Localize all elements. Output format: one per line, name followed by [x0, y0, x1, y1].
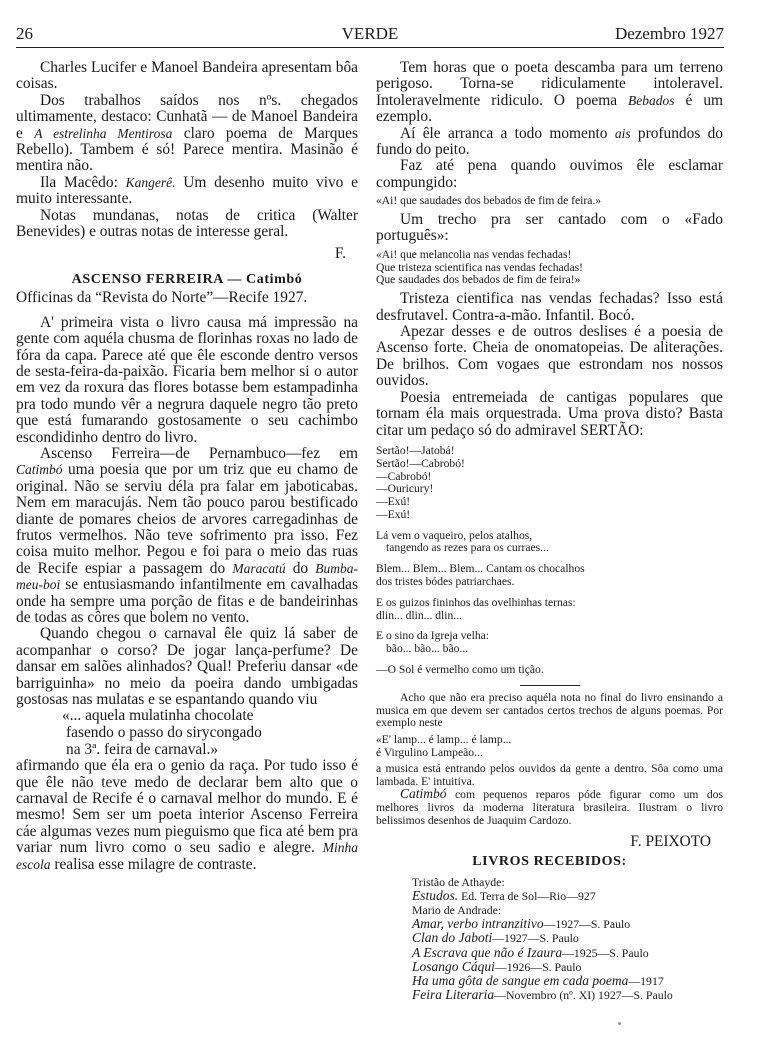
review-title: ASCENSO FERREIRA — Catimbó	[71, 271, 303, 287]
review-publisher: Officinas da “Revista do Norte”—Recife 1927.	[16, 289, 308, 307]
paragraph: A' primeira vista o livro causa má impressão na gente com aquéla chusma de florinhas roxas no lado de fóra da capa. Parece até que êle esconde dentro versos de sesta-feira-da-paixão. Ficaria bem melhor si o autor em vez da roxura das flores botasse bem estampadinha pra todo mundo vêr a negrura daquele negro tão preto que está fumarando gostosamente o seu cachimbo escondidinho dentro do livro.	[16, 313, 358, 446]
paragraph: Tristeza cientifica nas vendas fechadas? Isso está desfrutavel. Contra-a-mão. Infantil. Bocó.	[376, 290, 723, 324]
paragraph: Quando chegou o carnaval êle quiz lá saber de acompanhar o corso? De jogar lança-perfume? De dansar em salões alinhados? Qual! Preferiu dansar «de barriguinha» no meio da poeira dando umbigadas gostosas nas mulatas e se espantando quando viu	[16, 625, 358, 709]
paragraph: Ascenso Ferreira—de Pernambuco—fez em Catimbó uma poesia que por um triz que eu chamo de original. Não se serviu déla pra falar em jaboticabas. Nem em maracujás. Nem tão pouco parou bestificado diante de pomares cheios de arvores carregadinhas de frutos vermelhos. Não teve sofrimento pra isso. Fez coisa muito melhor. Pegou e foi para o meio das ruas de Recife espiar a passagem do Maracatú do Bumba-meu-boi se entusiasmando infantilmente em cavalhadas onde ha sempre uma porção de fitas e de bandeirinhas de todas as côres que bolem no vento.	[16, 444, 358, 626]
list-item: Ha uma gôta de sangue em cada poema—1917	[412, 973, 664, 989]
paragraph: Notas mundanas, notas de critica (Walter Benevides) e outras notas de interesse geral.	[16, 206, 358, 241]
list-item: Feira Literaria—Novembro (nº. XI) 1927—S. Paulo	[412, 987, 673, 1003]
print-speck	[618, 1022, 621, 1025]
signature: F. PEIXOTO	[630, 832, 711, 850]
paragraph: Um trecho pra ser cantado com o «Fado português»:	[376, 211, 723, 245]
books-received-list	[412, 875, 723, 1003]
paragraph: afirmando que éla era o genio da raça. Por tudo isso é que êle não teve medo de declarar bem alto que o carnaval de Recife é o carnaval melhor do mundo. E é mesmo! Sem ser um poeta interior Ascenso Ferreira cáe algumas vezes num pieguismo que fica até bem pra variar num livro como o seu sadio e alegre. Minha escola realisa esse milagre de contraste.	[16, 757, 358, 873]
list-item: Mario de Andrade:	[412, 903, 502, 918]
paragraph: Aí êle arranca a todo momento ais profundos do fundo do peito.	[376, 124, 724, 159]
paragraph: Tem horas que o poeta descamba para um terreno perigoso. Torna-se ridiculamente intoleravel. Intoleravelmente ridiculo. O poema Bebados é um ezemplo.	[376, 59, 723, 126]
paragraph: Ila Macêdo: Kangerê. Um desenho muito vivo e muito interessante.	[16, 173, 358, 208]
sertao-poem: Sertão!—Jatobá! Sertão!—Cabrobó! —Cabrobó! —Ouricury! —Exú! —Exú! Lá vem o vaqueiro, pelos atalhos, tangendo as rezes para os curraes... Blem... Blem... Blem... Cantam os chocalhos dos tristes bódes patriarchaes. E os guizos fininhos das ovelhinhas ternas: dlin... dlin... dlin... E o sino da Igreja velha: bão... bão... bão... —O Sol é vermelho como um tição.	[376, 443, 585, 677]
list-item: Amar, verbo intranzitivo—1927—S. Paulo	[412, 916, 631, 932]
citation-block: «Ai! que melancolia nas vendas fechadas! Que tristeza scientifica nas vendas fechadas! Que saudades dos bebados de fim de feira!»	[376, 247, 583, 287]
verse-quote: «... aquela mulatinha chocolate fasendo o passo do sirycongado na 3ª. feira de carnaval.»	[62, 707, 262, 758]
list-item: Estudos. Ed. Terra de Sol—Rio—927	[412, 887, 596, 903]
right-column	[376, 60, 723, 1002]
paragraph: Apezar desses e de outros deslises é a poesia de Ascenso forte. Cheia de onomatopeias. De aliterações. De brilhos. Com vogaes que estrondam nos nossos ouvidos.	[376, 323, 723, 390]
list-item: Tristão de Athayde:	[412, 874, 505, 889]
paragraph: Poesia entremeiada de cantigas populares que tornam éla mais orquestrada. Uma prova disto? Basta citar um pedaço só do admiravel SERTÃO:	[376, 388, 723, 439]
books-received-title: LIVROS RECEBIDOS:	[472, 854, 627, 870]
list-item: Losango Cáqui—1926—S. Paulo	[412, 958, 582, 974]
citation: «Ai! que saudades dos bebados de fim de feira.»	[376, 194, 602, 208]
page-number: 26	[16, 24, 33, 43]
list-item: Clan do Jaboti—1927—S. Paulo	[412, 930, 579, 946]
running-header	[16, 24, 724, 46]
paragraph: Dos trabalhos saídos nos nºs. chegados ultimamente, destaco: Cunhatã — de Manoel Bandeira e A estrelinha Mentirosa claro poema de Marques Rebello). Tambem é só! Parece mentira. Masinão é mentira não.	[16, 91, 358, 175]
paragraph: Charles Lucifer e Manoel Bandeira apresentam bôa coisas.	[16, 59, 358, 93]
separator	[520, 685, 580, 686]
header-date: Dezembro 1927	[614, 24, 724, 43]
header-rule	[16, 47, 724, 48]
footnote-block: Acho que não era preciso aquéla nota no final do livro ensinando a musica em que devem ser cantados certos trechos de alguns poemas. Por exemplo neste «E' lamp... é lamp... é lamp... é Virgulino Lampeão... a musica está entrando pelos ouvidos da gente a dentro. Sôa como uma lambada. E' intuitiva. Catimbó com pequenos reparos póde figurar como um dos melhores livros da moderna literatura brasileira. Ilustram o livro belissimos desenhos de Juaquim Cardozo.	[376, 690, 723, 828]
list-item: A Escrava que não é Izaura—1925—S. Paulo	[412, 944, 649, 960]
signature: F.	[334, 245, 346, 263]
header-title: VERDE	[341, 24, 399, 43]
left-column	[16, 60, 358, 873]
paragraph: Faz até pena quando ouvimos êle esclamar compungido:	[376, 157, 723, 191]
